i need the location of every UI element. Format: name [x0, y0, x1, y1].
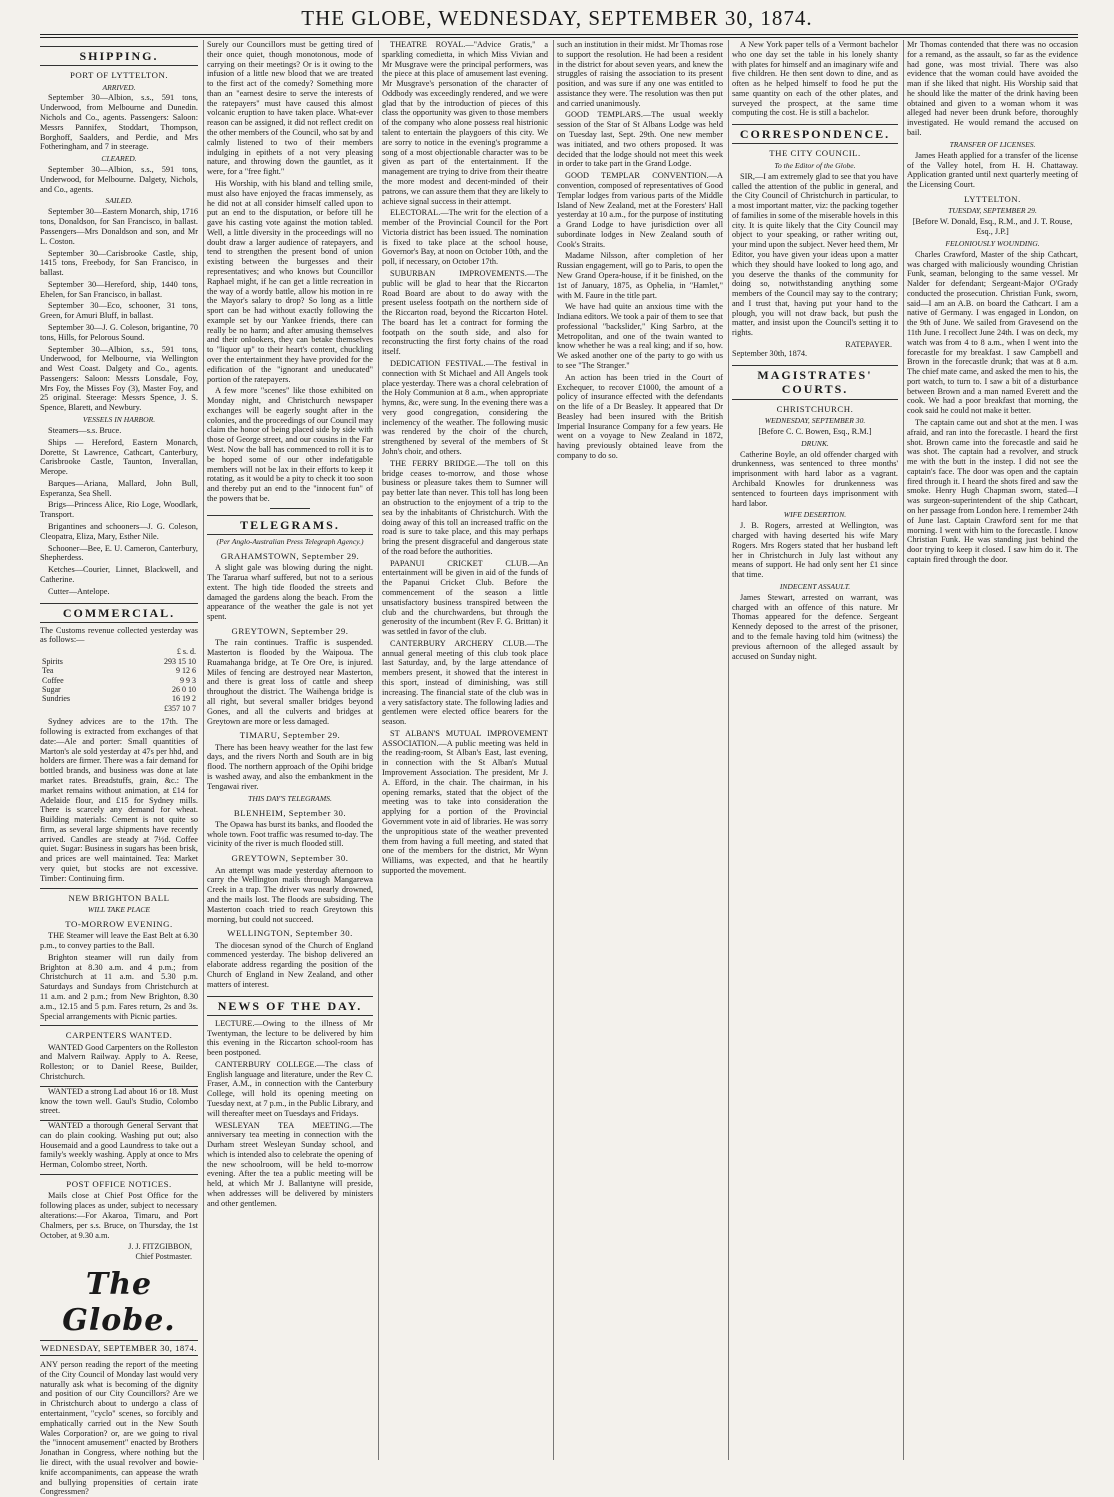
globe-dateline: WEDNESDAY, SEPTEMBER 30, 1874. — [40, 1340, 198, 1356]
globe-nameplate: The Globe. — [62, 1267, 176, 1338]
court-before: [Before C. C. Bowen, Esq., R.M.] — [758, 426, 872, 436]
telegram-text: The Opawa has burst its banks, and flooded the whole town. Foot traffic was resumed to-day. The vicinity of the river is much flooded still. — [207, 819, 373, 849]
telegrams-sub: (Per Anglo-Australian Press Telegraph Agency.) — [216, 536, 364, 546]
news-item: GOOD TEMPLAR CONVENTION.—A convention, composed of representatives of Good Templar lodges from various parts of the Middle Island of New Zealand, met at the Foresters' Hall yesterday at 10 a.m., for the purpose of instituting a Grand Lodge to have jurisdiction over all subordinate lodges in New Zealand south of Cook's Straits. — [557, 171, 723, 249]
news-item: ELECTORAL.—The writ for the election of a member of the Provincial Council for the Port Victoria district has been issued. The nomination is fixed to take place at the school house, Governor's Bay, at noon on October 10th, and the poll, if necessary, on October 17th. — [382, 208, 548, 267]
desertion-label: WIFE DESERTION. — [783, 510, 847, 520]
harbour-entry: Barques—Ariana, Mallard, John Bull, Esperanza, Sea Shell. — [40, 478, 198, 498]
telegram-place: WELLINGTON, September 30. — [227, 928, 353, 939]
column-3 — [382, 40, 548, 1460]
letter-date: September 30th, 1874. — [732, 349, 808, 359]
news-item: We have had quite an anxious time with the Indiana editors. We took a pair of them to see that professional "backslider," King Sarbro, at the Metropolitan, and one of the twain wanted to know whether he was a real king; and if so, how. We asked another one of the party to go with us to see "The Stranger." — [557, 302, 723, 370]
customs-currency-header: £ s. d. — [176, 647, 196, 657]
licenses-text: James Heath applied for a transfer of the license of the Valley hotel, from H. H. Chattaway. Application granted until next quarterly meeting of the Licensing Court. — [907, 150, 1078, 190]
licenses-label: TRANSFER OF LICENSES. — [949, 139, 1036, 149]
ball-sub2: TO-MORROW EVENING. — [65, 918, 173, 929]
news-item: CANTERBURY COLLEGE.—The class of English language and literature, under the Rev C. Fraser, A.M., in connection with the Canterbury College, will hold its opening meeting on Tuesday next, at 7 p.m., in the Public Library, and will thereafter meet on Tuesdays and Fridays. — [207, 1059, 373, 1118]
cleared-label: CLEARED. — [101, 154, 137, 164]
news-item: SUBURBAN IMPROVEMENTS.—The public will be glad to hear that the Riccarton Road Board are about to do away with the present useless footpath on the northern side of the Riccarton road, beyond the Riccarton Hotel. The board has let a contract for forming the footpath on the south side, and also for reconstructing the first forty chains of the road itself. — [382, 268, 548, 357]
customs-total-row — [40, 704, 198, 713]
news-item: DEDICATION FESTIVAL.—The festival in connection with St Michael and All Angels took place yesterday. There was a choral celebration of the Holy Communion at 8 a.m., when appropriate hymns, &c, were sung. In the evening there was a very good congregation, considering the inclemency of the weather. The following music was rendered by the choir of the church, strengthened by several of the members of St John's choir, and others. — [382, 359, 548, 457]
editorial-para: A few more "scenes" like those exhibited on Monday night, and Christchurch newspaper exchanges will be eagerly sought after in the colonies, and the proceedings of our Council may claim the honor of being placed side by side with those of George street, and our cousins in the Far West. Now the ball has commenced to roll it is to be hoped some of our other indefatigable members will not be lax in their efforts to keep it rotating, as it would be a pity to check it too soon and thereby put an end to the "innocent fun" of the powers that be. — [207, 386, 373, 503]
sailed-entry: September 30—Carisbrooke Castle, ship, 1415 tons, Freebody, for San Francisco, in ballast. — [40, 248, 198, 278]
telegram-place: GREYTOWN, September 30. — [231, 853, 349, 864]
editorial-para: His Worship, with his bland and telling smile, must also have enjoyed the fracas immensely, as he did not at all consider himself called upon to put an end to the disputation, or before till he gave his casting vote against the motion tabled. Well, a little diversity in the proceedings will no doubt draw a larger audience of ratepayers, and tend to strengthen the present bond of union existing between the burgesses and their representatives; and who knows but Councillor Raphael might, if he can get a little recreation in the way of a wordy battle, allow his motion in re the Mayor's salary to drop? So long as a little sport can be had without exactly following the example set by our Yankee friends, there can really be no harm; and after amusing themselves and their onlookers, they can betake themselves to "liquor up" to their heart's content, chuckling over the entertainment they have provided for the edification of the "ignorant and uneducated" portion of the ratepayers. — [207, 178, 373, 384]
lyttelton-heading: LYTTELTON. — [964, 193, 1021, 204]
ball-text: THE Steamer will leave the East Belt at 6.30 p.m., to convey parties to the Ball. — [40, 931, 198, 951]
ball-text2: Brighton steamer will run daily from Brighton at 8.30 a.m. and 4 p.m.; from Christchurch at 11 a.m. and 5.30 p.m. Saturdays and Sundays from Christchurch at 11 a.m. and 2 p.m.; from New Brighton, 8.30 a.m., 12.15 and 5 p.m. Fares return, 2s and 3s. Special arrangements with Picnic parties. — [40, 952, 198, 1021]
lad-ad — [40, 1086, 198, 1116]
ball-title: NEW BRIGHTON BALL — [68, 892, 170, 903]
cleared-entry: September 30—Albion, s.s., 591 tons, Underwood, for Melbourne. Dalgety, Nichols, and Co., agents. — [40, 165, 198, 194]
news-item: GOOD TEMPLARS.—The usual weekly session of the Star of St Albans Lodge was held on Tuesday last, Sept. 29th. One new member was initiated, and two others proposed. It was decided that the lodge should not meet this week in order to take part in the Grand Lodge. — [557, 110, 723, 169]
news-heading: NEWS OF THE DAY. — [207, 996, 373, 1016]
customs-table — [40, 647, 198, 713]
customs-item: Spirits — [42, 656, 63, 666]
harbour-entry: Cutter—Antelope. — [48, 586, 110, 596]
customs-item: Coffee — [42, 675, 64, 685]
harbour-entry: Schooner—Bee, E. U. Cameron, Canterbury, Shepherdess. — [40, 543, 198, 563]
post-office-notice — [40, 1174, 198, 1261]
lad-text: WANTED a strong Lad about 16 or 18. Must know the town well. Gaul's Studio, Colombo street. — [40, 1086, 199, 1116]
shipping-heading: SHIPPING. — [40, 46, 198, 66]
harbour-label: VESSELS IN HARBOR. — [82, 415, 156, 425]
customs-item: Tea — [42, 666, 54, 676]
columns — [40, 40, 1080, 1497]
masthead-rule — [40, 34, 1078, 35]
telegram-text: There has been heavy weather for the last few days, and the rivers North and South are in big flood. The northern approach of the Opihi bridge is washed away, and also the embankment in the Tengawai river. — [207, 742, 373, 791]
lyttelton-label: FELONIOUSLY WOUNDING. — [945, 238, 1040, 248]
assault-text: James Stewart, arrested on warrant, was charged with an offence of this nature. Mr Thomas appeared for the defence. Sergeant Kennedy deposed to the arrest of the prisoner, and to the female having told him (witness) the previous afternoon of the alleged assault by accused on Sunday night. — [732, 592, 898, 661]
arrival-entry: September 30—Albion, s.s., 591 tons, Underwood, from Melbourne and Dunedin. Nichols and Co., agents. Passengers: Saloon: Messrs Pannifex, Stoddart, Thompson, Borghoff, Saalders, and Perdie, and Mrs Fotheringham, and 7 in steerage. — [40, 93, 198, 152]
telegram-text: The diocesan synod of the Church of England commenced yesterday. The bishop delivered an elaborate address regarding the position of the Church of England in New Zealand, and other matters of interest. — [207, 940, 373, 989]
news-item: ST ALBAN'S MUTUAL IMPROVEMENT ASSOCIATION.—A public meeting was held in the reading-room, St Alban's East, last evening, in connection with the St Alban's Mutual Improvement Association. The president, Mr J. A. Efford, in the chair. The chairman, in his opening remarks, stated that the object of the meeting was to take into consideration the applying for a portion of the Provincial Government vote in aid of libraries. He was sorry the unpropitious state of the weather prevented them from having a full meeting, and stated that one of the members for the district, Mr Wynn Williams, was expected, and that he heartily supported the movement. — [382, 728, 548, 875]
column-5 — [732, 40, 898, 1460]
post-office-signer: J. J. FITZGIBBON, — [128, 1242, 192, 1252]
post-office-signer-title: Chief Postmaster. — [135, 1251, 192, 1261]
separator — [270, 508, 310, 509]
drunk-text: Catherine Boyle, an old offender charged with drunkenness, was sentenced to three months' imprisonment with hard labor as a vagrant. Archibald Knowles for drunkenness was sentenced to fourteen days imprisonment with hard labor. — [732, 449, 898, 508]
commercial-heading: COMMERCIAL. — [40, 603, 198, 623]
magistrates-heading: MAGISTRATES' COURTS. — [732, 365, 898, 399]
harbour-entry: Ketches—Courier, Linnet, Blackwell, and Catherine. — [40, 565, 198, 584]
customs-value: 9 12 6 — [176, 666, 196, 676]
customs-row — [40, 676, 198, 685]
customs-total: £357 10 7 — [164, 703, 196, 713]
carpenters-ad — [40, 1025, 198, 1082]
editorial-para: Surely our Councillors must be getting tired of their once quiet, though monotonous, mode of carrying on their meetings? Or is it owing to the infusion of a little new blood that we are treated to the first act of the comedy? Something more than an "earnest desire to serve the interests of the ratepayers" must have caused this almost volcanic eruption to have taken place. What-ever reason can be assigned, it did not reflect credit on the other members of the Council, who sat by and calmly listened to two of their members indulging in epithets of a not very pleasing nature, and throwing down the gauntlet, as it were, for a "free fight." — [207, 40, 373, 177]
masthead-rule-double — [40, 37, 1078, 38]
customs-value: 16 19 2 — [172, 694, 196, 704]
court-date: WEDNESDAY, SEPTEMBER 30. — [764, 415, 866, 425]
carpenters-text: WANTED Good Carpenters on the Rolleston and Malvern Railway. Apply to A. Reese, Rolleston; or to Daniel Reese, Builder, Christchurch. — [40, 1042, 199, 1082]
customs-value: 9 9 3 — [180, 675, 196, 685]
customs-row — [40, 694, 198, 703]
todays-telegrams-heading: THIS DAY'S TELEGRAMS. — [248, 793, 332, 803]
news-item: LECTURE.—Owing to the illness of Mr Twentyman, the lecture to be delivered by him this evening in the Riccarton school-room has been postponed. — [207, 1018, 373, 1058]
drunk-label: DRUNK. — [801, 438, 829, 448]
telegram-text: The rain continues. Traffic is suspended. Masterton is flooded by the Waipoua. The Ruamahanga bridge, at Te Ore Ore, is injured. Miles of fencing are destroyed near Masterton, and there is great loss of cattle and sheep throughout the district. The Waihenga bridge is all right, but several smaller bridges beyond Gones, and all the culverts and bridges at Greytown are more or less damaged. — [207, 638, 373, 726]
letter-to: To the Editor of the Globe. — [774, 160, 856, 170]
lyttelton-before: [Before W. Donald, Esq., R.M., and J. T. Rouse, Esq., J.P.] — [912, 217, 1073, 236]
sailed-entry: September 30—J. G. Coleson, brigantine, 70 tons, Hills, for Pelorous Sound. — [40, 323, 198, 342]
sailed-entry: September 30—Albion, s.s., 591 tons, Underwood, for Melbourne, via Wellington and West Coast. Dalgety and Co., agents. Passengers: Saloon: Messrs Lonsdale, Foy, Mrs Foy, the Misses Foy (3), Master Foy, and 25 original. Steerage: Messrs Spence, J. S. Spence, Blarett, and Newbury. — [40, 344, 198, 413]
harbour-entry: Ships — Hereford, Eastern Monarch, Dorette, St Lawrence, Cathcart, Canterbury, Carisbrooke Castle, Taunton, Inverallan, Merope. — [40, 437, 198, 477]
telegram-place: GREYTOWN, September 29. — [231, 625, 349, 636]
news-item: WESLEYAN TEA MEETING.—The anniversary tea meeting in connection with the Durham street Wesleyan Sunday school, and which is intended also to celebrate the opening of the new schoolroom, will be held to-morrow evening. After the tea a public meeting will be held, at which Mr J. Ballantyne will preside, when addresses will be delivered by ministers and other gentlemen. — [207, 1120, 373, 1208]
telegram-place: TIMARU, September 29. — [239, 730, 341, 741]
customs-intro: The Customs revenue collected yesterday was as follows:— — [40, 625, 198, 645]
customs-row — [40, 685, 198, 694]
page-masthead: THE GLOBE, WEDNESDAY, SEPTEMBER 30, 1874. — [301, 6, 813, 30]
customs-item: Sugar — [42, 684, 61, 694]
customs-value: 26 0 10 — [172, 684, 196, 694]
harbour-entry: Steamers—s.s. Bruce. — [48, 426, 122, 435]
sailed-entry: September 30—Eco, schooner, 31 tons, Green, for Amuri Bluff, in ballast. — [40, 301, 198, 321]
telegram-place: BLENHEIM, September 30. — [233, 807, 347, 818]
column-4 — [557, 40, 723, 1460]
correspondence-heading: CORRESPONDENCE. — [732, 124, 898, 144]
column-6 — [907, 40, 1078, 1460]
news-item: An action has been tried in the Court of Exchequer, to recover £1000, the amount of a policy of insurance effected with the defendants on the life of a Dr Beasley. It appeared that Dr Beasley had been insured with the British Imperial Insurance Company for a few years. He went on a voyage to New Zealand in 1872, having previously obtained leave from the company to do so. — [557, 372, 723, 461]
desertion-text: J. B. Rogers, arrested at Wellington, was charged with having deserted his wife Mary Rogers. Mrs Rogers stated that her husband left her in Christchurch in July last without any means of support. He had only sent her £1 since that time. — [732, 521, 898, 580]
letter-text: SIR,—I am extremely glad to see that you have called the attention of the public in general, and the City Council of Christchurch in particular, to a most important matter, viz: the packing together of families in some of the miserable hovels in this city. It is quite likely that the City Council may object to your speaking, or rather writing out, your mind upon the subject. Never heed them, Mr Editor, you have given your ideas upon a matter which they should have looked to long ago, and you deserve the thanks of the community for doing so, notwithstanding anything some members of the Council may say to the contrary; and I trust that, having put your hand to the plough, you will not draw back, but push the matter, and insist upon the Council's setting it to rights. — [732, 171, 898, 338]
news-item: Madame Nilsson, after completion of her Russian engagement, will go to Paris, to open the New Grand Opera-house, if it be finished, on the 1st of January, 1875, as Ophelia, in "Hamlet," with M. Faure in the title part. — [557, 251, 723, 300]
servant-text: WANTED a thorough General Servant that can do plain cooking. Washing put out; also Housemaid and a good Laundress to take out a family's weekly washing. Apply at once to Mrs Herman, Colombo street, North. — [40, 1121, 198, 1170]
ball-sub1: WILL TAKE PLACE — [87, 904, 151, 914]
telegram-place: GRAHAMSTOWN, September 29. — [220, 550, 360, 561]
sailed-entry: September 30—Hereford, ship, 1440 tons, Ehelen, for San Francisco, in ballast. — [40, 279, 198, 299]
sailed-entry: September 30—Eastern Monarch, ship, 1716 tons, Donaldson, for San Francisco, in ballast. Passengers—Mrs Donaldson and son, and Mr L. Coston. — [40, 207, 198, 246]
customs-row — [40, 666, 198, 675]
lyttelton-text: Charles Crawford, Master of the ship Cathcart, was charged with maliciously wounding Christian Funk, seaman, belonging to the same vessel. Mr Nalder for defendant; Sergeant-Major O'Grady conducted the prosecution. Christian Funk, sworn, said—I am an A.B. on board the Cathcart. I am a native of Germany. I was engaged in London, on the 9th of June. We sailed from Gravesend on the 11th June. I recollect June 24th. I was on deck, my watch was from 4 to 8 a.m., when I went into the forecastle for my breakfast. I saw Campbell and Brown in the forecastle drunk; that was at 8 a.m. The chief mate came, and asked the men to his, the port watch, to turn to. I saw a bit of a disturbance between Brown and a man named Everett and the cook. We had a poor breakfast that morning, the cook said he could not make it better. — [907, 249, 1078, 416]
customs-row — [40, 657, 198, 666]
letter-signer: RATEPAYER. — [845, 340, 892, 350]
news-item: THE FERRY BRIDGE.—The toll on this bridge ceases to-morrow, and those whose business or pleasure takes them to Sumner will pay better late than never. This toll has long been an obstruction to the enjoyment of a trip to the sea by the inhabitants of Christchurch. With the doing away of this toll an increased traffic on the road is sure to take place, and this may perhaps bring the present disgraceful and dangerous state of the road before the authorities. — [382, 458, 548, 556]
telegram-text: An attempt was made yesterday afternoon to carry the Wellington mails through Mangarewa Creek in a trap. The driver was nearly drowned, and the mails lost. The floods are subsiding. The Masterton coach tried to reach Greytown this morning, but could not succeed. — [207, 865, 373, 924]
editorial-para: ANY person reading the report of the meeting of the City Council of Monday last would very naturally ask what is becoming of the dignity and position of our City Councillors? Are we in Christchurch about to undergo a class of entertainment, "cyclo" scenes, so forcibly and emphatically carried out in the New South Wales Corporation? or, are we going to rival the "innocent amusement" enacted by Brothers Jonathan in Congress, where nothing but the lie direct, with the usual revolver and bowie-knife accompaniments, can appease the wrath and bullying propensities of certain irate Congressmen? — [40, 1360, 198, 1497]
customs-value: 293 15 10 — [164, 656, 196, 666]
vermont-item: A New York paper tells of a Vermont bachelor who one day set the table in his lonely shanty with plates for himself and an imaginary wife and five children. He then sent down to dine, and as often as he helped himself to food he put the same quantity on each of the other plates, and surveyed the prospect, at the same time computing the cost. He is still a bachelor. — [732, 40, 898, 118]
telegram-text: A slight gale was blowing during the night. The Tararua wharf suffered, but not to a serious extent. The high tide flooded the streets and damaged the gardens along the beach. From the appearance of the weather the gale is not yet spent. — [207, 563, 373, 622]
carpenters-heading: CARPENTERS WANTED. — [65, 1030, 173, 1041]
post-office-text: Mails close at Chief Post Office for the following places as under, subject to necessary alterations:—For Akaroa, Timaru, and Port Chalmers, per s.s. Bruce, on Thursday, the 1st October, at 9.30 a.m. — [40, 1191, 198, 1240]
servant-ad — [40, 1120, 198, 1170]
court-continuation: Mr Thomas contended that there was no occasion for a remand, as the assault, so far as the evidence had gone, was most trivial. There was also evidence that the woman could have avoided the man if she liked that night. His Worship said that he should like the matter of the drink having been obtained and given to a woman whom it was alleged had never been drunk before, thoroughly investigated. He would remand the accused on bail. — [907, 40, 1078, 138]
news-item: THEATRE ROYAL.—"Advice Gratis," a sparkling comedietta, in which Miss Vivian and Mr Musgrave were the principal performers, was the piece at this place of amusement last evening. Mr Musgrave's personation of the character of Oddbody was exceedingly rendered, and we were glad that by the introduction of pieces of this class the opportunity was given to those members of the company who alone possess real histrionic talent to entertain the playgoers of this city. We are sorry to notice in the evening's programme a song of a most objectionable character was to be given as part of the entertainment. If the management are trying to drive from their theatre the more modest and decent-minded of their patrons, we can assure them that they are likely to achieve signal success in their attempt. — [382, 40, 548, 206]
harbour-entry: Brigantines and schooners—J. G. Coleson, Cleopatra, Eliza, Mary, Esther Nile. — [40, 522, 198, 541]
news-item: CANTERBURY ARCHERY CLUB.—The annual general meeting of this club took place last Saturday, and, by the large attendance of members present, it showed that the interest in this sport, instead of diminishing, was still increasing. The financial state of the club was in a very satisfactory state. The following ladies and gentlemen were elected office bearers for the season. — [382, 638, 548, 727]
lyttelton-text2: The captain came out and shot at the men. I was afraid, and ran into the forecastle. I heard the first shot. Brown came into the forecastle and said he was shot. The captain had a revolver, and struck me with the butt in the instep. I did not see the captain's face. The door was open and the captain fired through it. I heard the shots fired and saw the smoke. Henry Hugh Chapman sworn, stated—I was surgeon-superintendent of the ship Cathcart, on her passage from London here. I remember 24th of June last. Captain Crawford sent for me that morning. I went with him to the forecastle. I know Christian Funk. He was standing just behind the door trying to keep it closed. I saw him do it. The captain fired through the door. — [907, 418, 1078, 564]
news-item: PAPANUI CRICKET CLUB.—An entertainment will be given in aid of the funds of the Papanui Cricket Club. Before the commencement of the season a little unsatisfactory business transpired between the club and the churchwardens, but through the generosity of the incumbent (Rev F. G. Brittan) it was settled in favor of the club. — [382, 558, 548, 637]
arrived-label: ARRIVED. — [102, 82, 136, 92]
sailed-label: SAILED. — [105, 196, 133, 206]
news-item: such an institution in their midst. Mr Thomas rose to support the resolution. He had been a resident in the district for about seven years, and knew the struggles of raising the association to its present position, and was sure if any one was entitled to assistance they were. The resolution was then put and carried unanimously. — [557, 40, 724, 108]
column-1 — [40, 40, 199, 1497]
harbour-entry: Brigs—Princess Alice, Rio Loge, Woodlark, Transport. — [40, 500, 198, 520]
customs-header-row — [40, 647, 198, 656]
ball-ad — [40, 888, 198, 1022]
letter-title: THE CITY COUNCIL. — [769, 148, 861, 159]
court-place: CHRISTCHURCH. — [776, 403, 854, 414]
sydney-report: Sydney advices are to the 17th. The following is extracted from exchanges of that date:—Ale and porter: Small quantities of Marton's ale sold yesterday at 47s per hhd, and holders are firmer. There was a fair demand for bottled brands, and business was done at late market rates. Breadstuffs, grain, &c.: The market remains without animation, at £14 for Adelaide flour, and £15 for Sydney mills. There is scarcely any demand for wheat. Building materials: Cement is not quite so firm, as several large shipments have recently arrived. Candles are steady at 7½d. Coffee quiet. Sugar: Business in sugars has been brisk, and prices are well maintained. Tea: Market very quiet, but stocks are not excessive. Timber: Continuing firm. — [40, 717, 198, 883]
assault-label: INDECENT ASSAULT. — [779, 581, 851, 591]
post-office-heading: POST OFFICE NOTICES. — [66, 1179, 172, 1190]
lyttelton-date: TUESDAY, SEPTEMBER 29. — [948, 206, 1037, 216]
column-2 — [207, 40, 373, 1460]
shipping-port: PORT OF LYTTELTON. — [69, 70, 169, 81]
customs-item: Sundries — [42, 694, 70, 704]
telegrams-heading: TELEGRAMS. — [207, 515, 373, 535]
